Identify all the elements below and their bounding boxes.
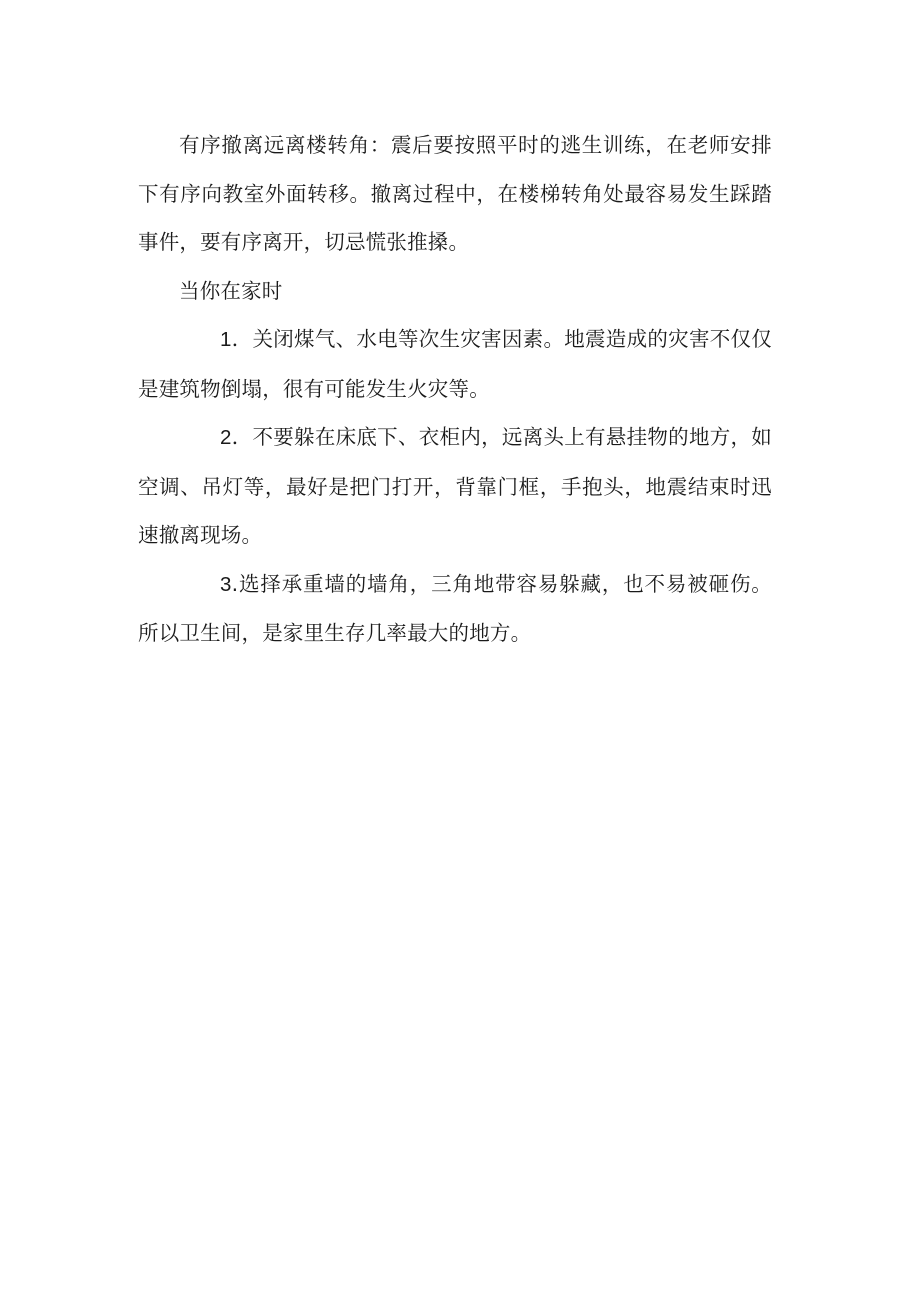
list-item-text: .选择承重墙的墙角，三角地带容易躲藏，也不易被砸伤。所以卫生间，是家里生存几率最大的地方。 (138, 571, 772, 645)
section-heading-at-home (138, 267, 772, 316)
list-item-text: ．关闭煤气、水电等次生灾害因素。地震造成的灾害不仅仅是建筑物倒塌，很有可能发生火灾等。 (138, 327, 772, 401)
list-item-3 (138, 560, 772, 658)
list-number: 1 (220, 328, 232, 351)
heading-text: 当你在家时 (179, 278, 283, 303)
paragraph-evacuate-orderly (138, 121, 772, 267)
list-number: 3 (220, 572, 232, 596)
list-item-1 (138, 315, 772, 413)
list-item-2 (138, 413, 772, 560)
list-number: 2 (220, 426, 232, 449)
paragraph-text: 有序撤离远离楼转角：震后要按照平时的逃生训练，在老师安排下有序向教室外面转移。撤离过程中，在楼梯转角处最容易发生踩踏事件，要有序离开，切忌慌张推搡。 (138, 133, 772, 254)
list-item-text: ．不要躲在床底下、衣柜内，远离头上有悬挂物的地方，如空调、吊灯等，最好是把门打开，背靠门框，手抱头，地震结束时迅速撤离现场。 (138, 425, 772, 547)
document-body (138, 121, 772, 658)
